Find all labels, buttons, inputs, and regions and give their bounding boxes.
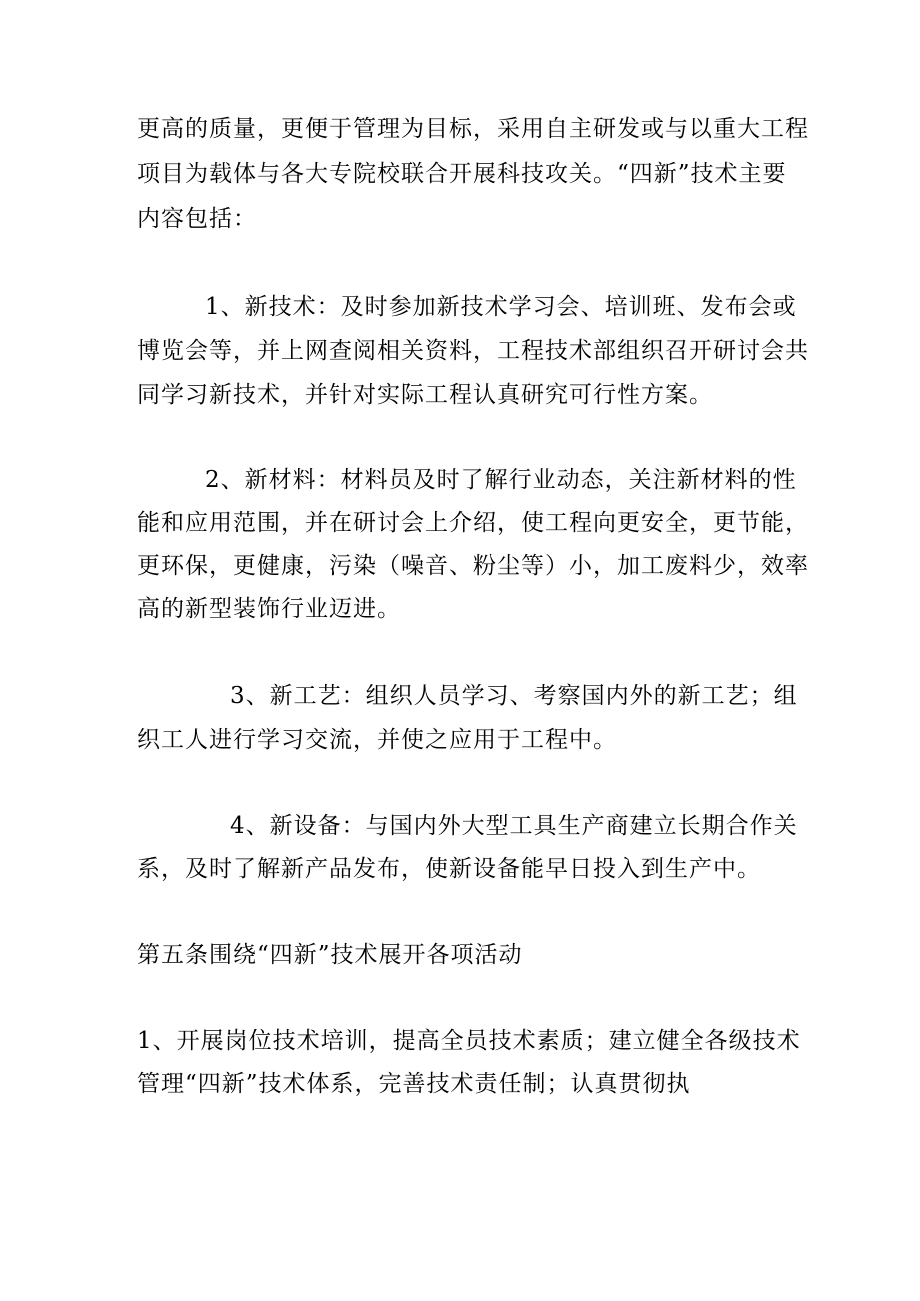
item-2-line-3: 更环保，更健康，污染（噪音、粉尘等）小，加工废料少，效率 xyxy=(137,553,809,579)
item-1-line-3: 同学习新技术，并针对实际工程认真研究可行性方案。 xyxy=(137,382,713,408)
item-3-line-2: 织工人进行学习交流，并使之应用于工程中。 xyxy=(137,727,617,753)
item-1-line-1: 1、新技术：及时参加新技术学习会、培训班、发布会或 xyxy=(205,294,797,320)
article-5-heading: 第五条围绕“四新”技术展开各项活动 xyxy=(137,942,523,968)
article-5-line-2: 管理“四新”技术体系，完善技术责任制；认真贯彻执 xyxy=(137,1071,691,1097)
intro-line-2: 项目为载体与各大专院校联合开展科技攻关。“四新”技术主要 xyxy=(137,161,787,187)
intro-line-3: 内容包括： xyxy=(137,206,257,232)
intro-line-1: 更高的质量，更便于管理为目标，采用自主研发或与以重大工程 xyxy=(137,116,809,142)
item-1-line-2: 博览会等，并上网查阅相关资料，工程技术部组织召开研讨会共 xyxy=(137,338,809,364)
article-5-line-1: 1、开展岗位技术培训，提高全员技术素质；建立健全各级技术 xyxy=(137,1028,801,1054)
item-2-line-1: 2、新材料：材料员及时了解行业动态，关注新材料的性 xyxy=(205,467,797,493)
item-2-line-2: 能和应用范围，并在研讨会上介绍，使工程向更安全，更节能， xyxy=(137,510,809,536)
item-4-line-2: 系，及时了解新产品发布，使新设备能早日投入到生产中。 xyxy=(137,856,761,882)
item-3-line-1: 3、新工艺：组织人员学习、考察国内外的新工艺；组 xyxy=(230,683,798,709)
item-2-line-4: 高的新型装饰行业迈进。 xyxy=(137,596,401,622)
item-4-line-1: 4、新设备：与国内外大型工具生产商建立长期合作关 xyxy=(230,813,798,839)
